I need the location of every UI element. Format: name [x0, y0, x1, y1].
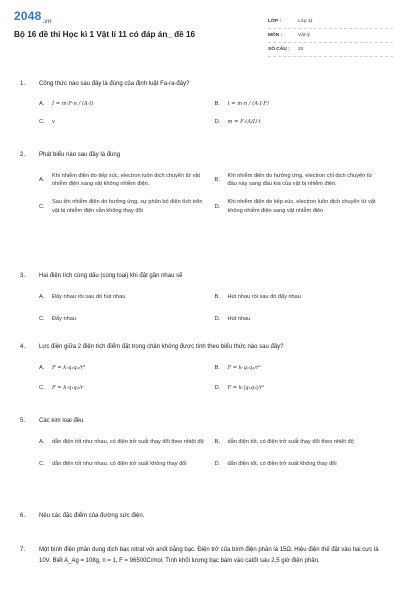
- option-c[interactable]: [39, 315, 207, 323]
- option-text: Khi nhiễm điện do tiếp xúc, electron luôn dịch chuyển từ vật không nhiễm điện sang vật nhiễm điện: [227, 199, 376, 214]
- option-letter: B.: [214, 365, 220, 371]
- option-text: dẫn điện tốt như nhau, có điện trở suất thay đổi theo nhiệt độ: [52, 439, 204, 445]
- option-text: v: [52, 119, 55, 125]
- option-formula: I = m·F·n / (A·t): [52, 101, 94, 107]
- question-6: [20, 512, 382, 521]
- option-text: Hút nhau: [227, 316, 251, 322]
- question-number: 2.: [20, 152, 26, 158]
- option-letter: C.: [39, 316, 45, 322]
- option-formula: t = m·n / (A·I·F): [227, 101, 269, 107]
- option-text: dẫn điện tốt, có điện trở suất không thay đổi: [227, 461, 337, 468]
- document-title: Bộ 16 đề thi Học kì 1 Vật lí 11 có đáp án_ đề 16: [14, 30, 196, 39]
- option-formula: F = k·q₁q₂/r: [52, 385, 84, 391]
- site-logo[interactable]: [14, 9, 52, 25]
- meta-value: Vật lý: [298, 33, 310, 38]
- meta-label: SỐ CÂU :: [268, 47, 290, 52]
- question-number: 6.: [20, 513, 26, 519]
- option-b[interactable]: [215, 364, 383, 372]
- question-text: Hai điện tích cùng dấu (cùng loại) khi đặt gần nhau sẽ: [39, 273, 183, 279]
- option-text: Khi nhiễm điện do hưởng ứng, electron chỉ dịch chuyển từ đầu này sang đầu kia của vật bị nhiễm điện.: [227, 173, 373, 188]
- option-d[interactable]: [215, 315, 383, 323]
- question-text: Một bình điện phân dung dịch bạc nitrat với anốt bằng bạc. Điện trở của bình điện phân là 15Ω. Hiệu điện thế đặt vào hai cực là 10V. Biết A_Ag = 108g, n = 1, F = 96500C/mol. Tính khối lượng bạc bám vào catốt sau 2,5 giờ điện phân.: [39, 547, 379, 564]
- option-letter: D.: [214, 119, 221, 125]
- option-b[interactable]: [215, 100, 383, 108]
- option-a[interactable]: [39, 172, 207, 188]
- option-letter: B.: [214, 294, 220, 300]
- document-meta: [268, 15, 393, 57]
- question-text: Nêu các đặc điểm của đường sức điện.: [39, 513, 145, 519]
- option-letter: C.: [39, 385, 45, 391]
- question-number: 5.: [20, 418, 26, 424]
- question-3: [20, 272, 382, 323]
- option-d[interactable]: [215, 384, 383, 392]
- question-number: 7.: [20, 547, 26, 553]
- question-stem: [20, 272, 382, 281]
- logo-main: 2048: [14, 9, 42, 23]
- option-d[interactable]: [215, 198, 383, 214]
- option-letter: B.: [214, 177, 220, 184]
- options-grid: [39, 293, 382, 323]
- option-a[interactable]: [39, 100, 207, 108]
- option-b[interactable]: [215, 293, 383, 301]
- option-c[interactable]: [39, 118, 207, 126]
- option-formula: F = k·q₁q₂/r²: [227, 365, 261, 371]
- question-stem: [20, 80, 382, 89]
- question-5: [20, 417, 382, 468]
- meta-value: Lớp 11: [298, 19, 313, 24]
- option-letter: B.: [214, 439, 220, 446]
- logo-suffix: .vn: [42, 19, 52, 26]
- option-formula: m = F·(A/I)·t: [227, 119, 261, 125]
- option-a[interactable]: [39, 293, 207, 301]
- option-letter: A.: [39, 439, 45, 446]
- option-letter: A.: [39, 101, 45, 107]
- option-letter: A.: [39, 294, 45, 300]
- option-letter: C.: [39, 461, 45, 468]
- option-c[interactable]: [39, 460, 207, 468]
- option-letter: C.: [39, 119, 45, 125]
- option-letter: D.: [214, 385, 221, 391]
- question-text: Lực điện giữa 2 điện tích điểm đặt trong chân không được tính theo biểu thức nào sau đây?: [39, 344, 284, 350]
- options-grid: [39, 100, 382, 126]
- question-7: [20, 545, 382, 566]
- option-a[interactable]: [39, 438, 207, 446]
- option-b[interactable]: [215, 172, 383, 188]
- option-formula: F = k·|q₁q₂|/r²: [227, 385, 265, 391]
- option-letter: C.: [39, 203, 45, 210]
- document-header: [14, 0, 386, 64]
- meta-label: MÔN :: [268, 33, 283, 38]
- meta-row-class: [268, 15, 393, 29]
- option-formula: F = k·q₁q₂/r²: [52, 365, 86, 371]
- question-text: Các kim loại đều: [39, 418, 84, 424]
- meta-value: 32: [298, 47, 304, 52]
- option-b[interactable]: [215, 438, 383, 446]
- option-text: Sau khi nhiễm điện do hưởng ứng, sự phân bố điện tích trên vật bị nhiễm điện vẫn không thay đổi: [52, 199, 203, 214]
- option-letter: D.: [214, 316, 221, 322]
- option-d[interactable]: [215, 460, 383, 468]
- option-d[interactable]: [215, 118, 383, 126]
- option-letter: A.: [39, 365, 45, 371]
- question-stem: [20, 343, 382, 352]
- option-text: Đẩy nhau: [52, 316, 76, 322]
- option-text: Khi nhiễm điện do tiếp xúc, electron luôn dịch chuyển từ vật nhiễm điện sang vật không nhiễm điện.: [52, 173, 201, 188]
- question-stem: [20, 417, 382, 426]
- option-letter: A.: [39, 177, 45, 184]
- option-c[interactable]: [39, 198, 207, 214]
- option-text: Hút nhau rồi sau đó đẩy nhau: [227, 294, 301, 300]
- question-number: 4.: [20, 344, 26, 350]
- meta-label: LỚP :: [268, 19, 282, 24]
- meta-row-count: [268, 43, 393, 57]
- option-text: dẫn điện tốt, có điện trở suất thay đổi theo nhiệt độ: [227, 439, 354, 445]
- options-grid: [39, 438, 382, 468]
- option-letter: D.: [214, 203, 221, 210]
- question-number: 3.: [20, 273, 26, 279]
- option-letter: D.: [214, 461, 221, 468]
- question-1: [20, 80, 382, 126]
- option-c[interactable]: [39, 384, 207, 392]
- meta-row-subject: [268, 29, 393, 43]
- question-text: Phát biểu nào sau đây là đúng: [39, 152, 121, 158]
- question-number: 1.: [20, 81, 26, 87]
- question-text: Công thức nào sau đây là đúng của định luật Fa-ra-đây?: [39, 81, 190, 87]
- options-grid: [39, 172, 382, 215]
- options-grid: [39, 364, 382, 392]
- option-text: dẫn điện tốt như nhau, có điện trở suất không thay đổi: [52, 461, 187, 468]
- question-stem: [20, 512, 382, 521]
- option-text: Đẩy nhau rồi sau đó hút nhau: [52, 294, 126, 300]
- question-2: [20, 151, 382, 215]
- question-stem: [20, 545, 382, 566]
- question-4: [20, 343, 382, 392]
- question-stem: [20, 151, 382, 160]
- option-letter: B.: [214, 101, 220, 107]
- option-a[interactable]: [39, 364, 207, 372]
